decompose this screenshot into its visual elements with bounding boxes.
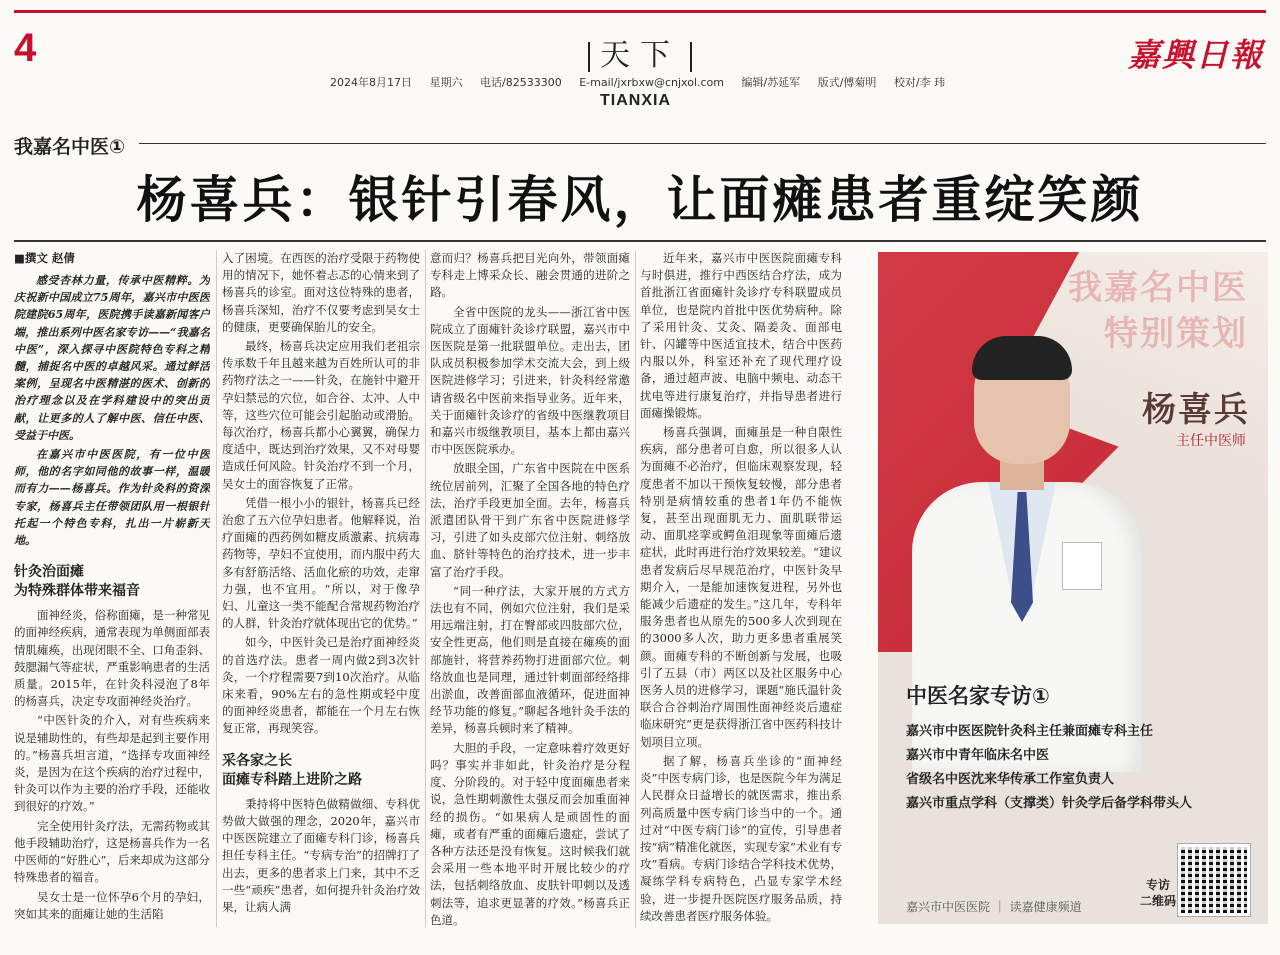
subheading-1: 针灸治面瘫 为特殊群体带来福音 (14, 564, 140, 600)
intro-paragraph: 在嘉兴市中医医院，有一位中医师，他的名字如同他的故事一样，温暖而有力——杨喜兵。作为针灸科的资深专家，杨喜兵主任带领团队用一根银针托起一个特色专科，扎出一片崭新天地。 (14, 448, 210, 548)
phone: 电话/82533300 (480, 76, 562, 89)
qr-label-line-1: 专访 (1145, 878, 1170, 892)
paragraph: 入了困境。在西医的治疗受限于药物使用的情况下，她怀着忐忑的心情来到了杨喜兵的诊室。面对这位特殊的患者，杨喜兵深知，治疗不仅要考虑到吴女士的健康，更要确保胎儿的安全。 (222, 251, 420, 334)
series-tag: 我嘉名中医① (14, 136, 139, 158)
section-bar-left (588, 42, 590, 72)
byline: ■撰文 赵倩 (14, 251, 75, 265)
column-divider (425, 250, 426, 927)
editor: 编辑/苏延军 (741, 76, 801, 89)
paragraph: 放眼全国，广东省中医院在中医系统位居前列，汇聚了全国各地的特色疗法，治疗手段更加全面。去年，杨喜兵派遣团队骨干到广东省中医院进修学习，引进了如头皮部穴位注射、刺络放血、脐针等特色的治疗技术，进一步丰富了治疗手段。 (430, 461, 630, 579)
paragraph: 吴女士是一位怀孕6个月的孕妇，突如其来的面瘫让她的生活陷 (14, 889, 210, 921)
program-title: 中医名家专访① (906, 684, 1050, 708)
hair (972, 336, 1072, 380)
section-bar-right (690, 42, 692, 72)
newspaper-logo: 嘉興日報 (1127, 36, 1264, 74)
feature-footer: 嘉兴市中医医院 ｜ 读嘉健康频道 (906, 900, 1082, 914)
paragraph: 全省中医院的龙头——浙江省中医院成立了面瘫针灸诊疗联盟，嘉兴市中医医院是第一批联盟单位。走出去，团队成员积极参加学术交流大会，到上级医院进修学习；引进来，针灸科经常邀请省级名中医前来指导业务。近年来，关于面瘫针灸诊疗的省级中医继教项目和嘉兴市级继教项目，基本上都由嘉兴市中医医院承办。 (430, 304, 630, 457)
body-rule (14, 240, 1266, 242)
credential-line: 省级名中医沈来华传承工作室负责人 (906, 772, 1115, 787)
feature-watermark-line-2: 特别策划 (1104, 314, 1248, 354)
subheading-2: 采各家之长 面瘫专科踏上进阶之路 (222, 752, 362, 788)
article-column-2 (222, 250, 420, 927)
section-title-text: 天下 (600, 38, 680, 73)
section-pinyin: TIANXIA (600, 92, 671, 109)
qr-code[interactable] (1178, 844, 1250, 916)
credential-line: 嘉兴市中医医院针灸科主任兼面瘫专科主任 (906, 724, 1154, 739)
series-rule (14, 143, 1266, 144)
qr-label-line-2: 二维码 (1139, 894, 1176, 908)
paragraph: 完全使用针灸疗法，无需药物或其他手段辅助治疗，这是杨喜兵作为一名中医师的“好胜心”，后来却成为这部分特殊患者的福音。 (14, 818, 210, 885)
intro (14, 272, 210, 549)
article-column-1 (14, 250, 210, 927)
paragraph: 面神经炎，俗称面瘫，是一种常见的面神经疾病，通常表现为单侧面部表情肌瘫痪，出现闭眼不全、口角歪斜、鼓腮漏气等症状，严重影响患者的生活质量。2015年，在针灸科浸泡了8年的杨喜兵，决定专攻面神经炎治疗。 (14, 608, 210, 709)
series-row (14, 132, 1266, 158)
intro-paragraph: 感受杏林力量，传承中医精粹。为庆祝新中国成立75周年，嘉兴市中医医院建院65周年，医院携手读嘉新闻客户端，推出系列中医名家专访——“我嘉名中医”，深入探寻中医院特色专科之精髓，捕捉名中医的卓越风采。通过鲜活案例，呈现名中医精湛的医术、创新的治疗理念以及在学科建设中的突出贡献，让更多的人了解中医、信任中医、受益于中医。 (14, 274, 210, 442)
page-number: 4 (14, 26, 37, 70)
masthead-meta (330, 74, 959, 90)
credential-line: 嘉兴市重点学科（支撑类）针灸学后备学科带头人 (906, 796, 1193, 811)
email: E-mail/jxrbxw@cnjxol.com (579, 76, 724, 89)
top-rule (14, 10, 1266, 13)
feature-info (878, 672, 1268, 924)
paragraph: 杨喜兵强调，面瘫虽是一种自限性疾病，部分患者可自愈，所以很多人认为面瘫不必治疗，但临床观察发现，轻度患者不加以干预恢复较慢，部分患者特别是病情较重的患者1年仍不能恢复，甚至出现面肌无力、面肌联带运动、面肌痉挛或鳄鱼泪现象等面瘫后遗症状，此时再进行治疗效果较差。“建议患者发病后尽早规范治疗，中医针灸早期介入，一是能加速恢复进程，另外也能减少后遗症的发生。”这几年，专科年服务患者也从原先的500多人次到现在的3000多人次，助力更多患者重展笑颜。面瘫专科的不断创新与发展，也吸引了五县（市）两区以及社区服务中心医务人员的进修学习，课题“施氏温针灸联合合谷刺治疗周围性面神经炎后遗症临床研究”更是获得浙江省中医药科技计划项目立项。 (640, 425, 842, 749)
headline: 杨喜兵：银针引春风，让面瘫患者重绽笑颜 (136, 171, 1144, 229)
paragraph: 凭借一根小小的银针，杨喜兵已经治愈了五六位孕妇患者。他解释说，治疗面瘫的西药例如糖皮质激素、抗病毒药物等，孕妇不宜使用，而内服中药大多有舒筋活络、活血化瘀的功效，走窜力强，也不宜用。“所以，对于像孕妇、儿童这一类不能配合常规药物治疗的人群，针灸治疗就体现出它的优势。” (222, 495, 420, 631)
name-badge (1062, 542, 1102, 590)
paragraph: 最终，杨喜兵决定应用我们老祖宗传承数千年且越来越为百姓所认可的非药物疗法之一——针灸，在施针中避开孕妇禁忌的穴位，如合谷、太冲、人中等，这些穴位可能会引起胎动或滑胎。每次治疗，杨喜兵都小心翼翼，确保力度适中，既达到治疗效果，又不对母婴造成任何风险。针灸治疗不到一个月，吴女士的面容恢复了正常。 (222, 339, 420, 491)
feature-panel (878, 252, 1268, 924)
paragraph: 如今，中医针灸已是治疗面神经炎的首选疗法。患者一周内做2到3次针灸，一个疗程需要7到10次治疗。从临床来看，90%左右的急性期或轻中度的面神经炎患者，都能在一个月左右恢复正常，再现笑容。 (222, 635, 420, 736)
column-divider (216, 250, 217, 927)
paragraph: 大胆的手段，一定意味着疗效更好吗？事实并非如此，针灸治疗是分程度、分阶段的。对于轻中度面瘫患者来说，急性期刺激性太强反而会加重面神经的损伤。“如果病人是顽固性的面瘫，或者有严重的面瘫后遗症，尝试了各种方法还是没有恢复。这时候我们就会采用一些本地平时开展比较少的疗法，包括刺络放血、皮肤针叩刺以及透刺法等，追求更显著的疗效。”杨喜兵正色道。 (430, 740, 630, 927)
article-column-4 (640, 250, 842, 927)
paragraph: 据了解，杨喜兵坐诊的“面神经炎”中医专病门诊，也是医院今年为满足人民群众日益增长的就医需求，推出系列高质量中医专病门诊当中的一个。通过对“中医专病门诊”的宣传，引导患者按“病”精准化就医，实现专家“术业有专攻”看病。专病门诊结合学科技术优势，凝练学科专病特色，凸显专家学术经验，进一步提升医院医疗服务品质，持续改善患者医疗服务体验。 (640, 753, 842, 923)
doctor-title: 主任中医师 (1176, 433, 1246, 449)
date: 2024年8月17日 (330, 76, 412, 89)
credential-line: 嘉兴市中青年临床名中医 (906, 748, 1050, 763)
feature-watermark-line-1: 我嘉名中医 (1068, 268, 1248, 308)
paragraph: “中医针灸的介入，对有些疾病来说是辅助性的，有些却是起到主要作用的。”杨喜兵坦言道，“选择专攻面神经炎，是因为在这个疾病的治疗过程中，针灸可以作为主要的治疗手段，还能收到很好的疗效。” (14, 713, 210, 814)
doctor-name: 杨喜兵 (1142, 390, 1250, 430)
weekday: 星期六 (429, 76, 463, 89)
qr-label (1140, 877, 1176, 909)
proofreader: 校对/李 玮 (893, 76, 946, 89)
column-divider (635, 250, 636, 927)
section-title (560, 30, 720, 74)
paragraph: 秉持将中医特色做精做细、专科优势做大做强的理念，2020年，嘉兴市中医医院建立了面瘫专科门诊，杨喜兵担任专科主任。“专病专治”的招牌打了出去，更多的患者求上门来，其中不乏一些“顽疾”患者，如何提升针灸治疗效果，让病人满 (222, 796, 420, 914)
layout-editor: 版式/傅菊明 (817, 76, 877, 89)
article-column-3 (430, 250, 630, 927)
paragraph: 近年来，嘉兴市中医医院面瘫专科与时俱进，推行中西医结合疗法，成为首批浙江省面瘫针灸诊疗专科联盟成员单位，也是院内首批中医优势病种。除了采用针灸、艾灸、隔姜灸、面部电针、闪罐等中医适宜技术，结合中医药内服以外，科室还补充了现代理疗设备，通过超声波、电脑中频电、动态干扰电等进行康复治疗，并指导患者进行面瘫操锻炼。 (640, 251, 842, 420)
paragraph: 意而归？杨喜兵把目光向外，带领面瘫专科走上博采众长、融会贯通的进阶之路。 (430, 251, 630, 300)
paragraph: “同一种疗法，大家开展的方式方法也有不同，例如穴位注射，我们是采用远端注射，打在臀部或四肢部穴位，安全性更高，他们则是直接在瘫痪的面部施针，将营养药物打进面部穴位。刺络放血也是同理，通过针刺面部经络排出淤血，改善面部血液循环，促进面神经节功能的修复。”聊起各地针灸手法的差异，杨喜兵顿时来了精神。 (430, 583, 630, 736)
